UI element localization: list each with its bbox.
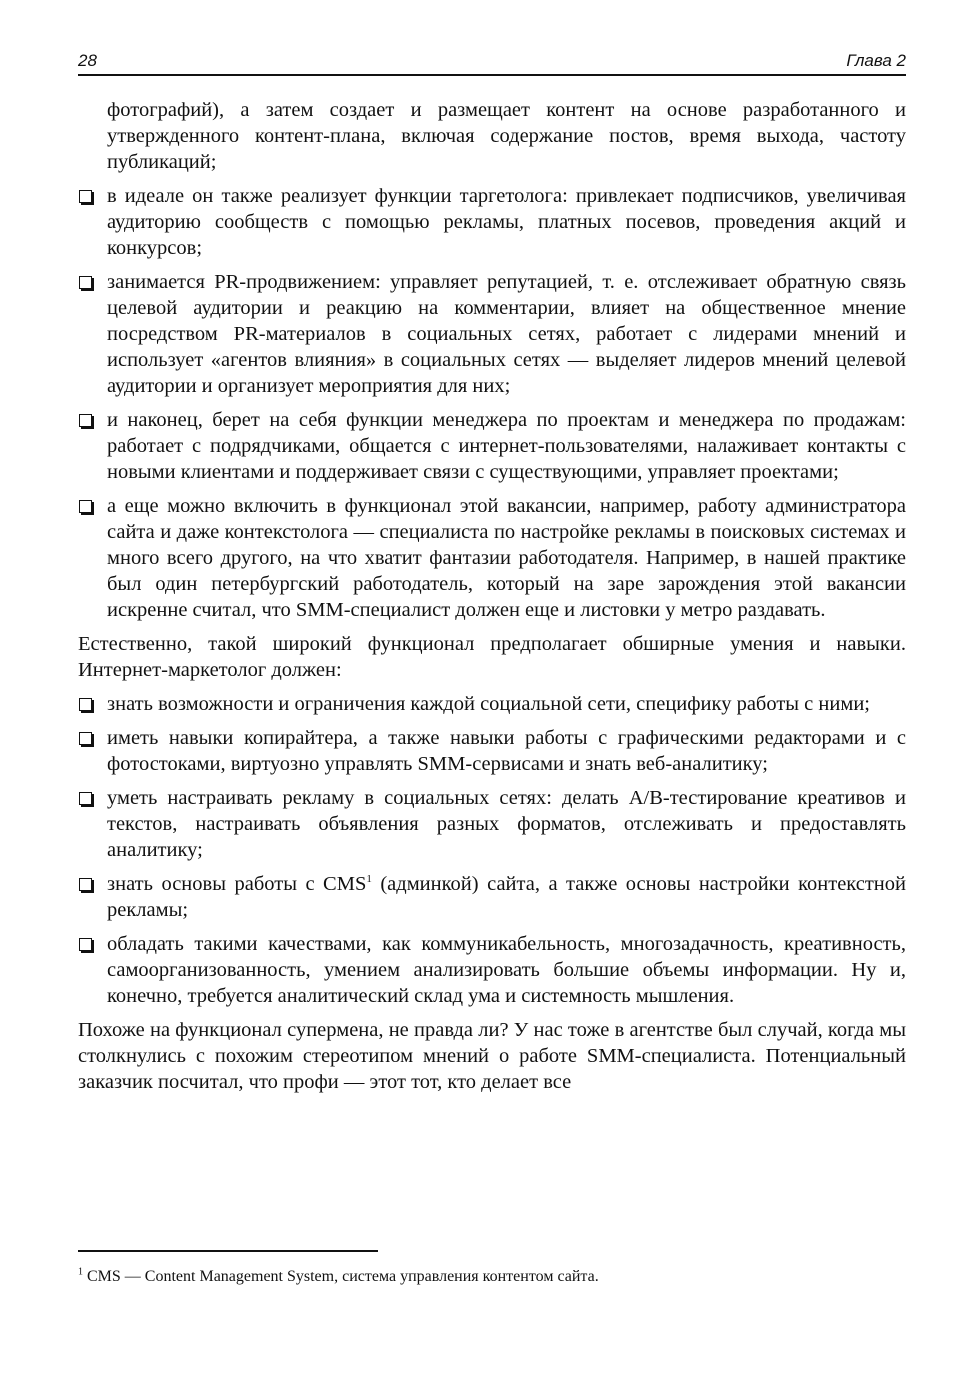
checkbox-bullet-icon [79, 190, 92, 203]
checkbox-bullet-icon [79, 938, 92, 951]
list-item-text: а еще можно включить в функционал этой вакансии, например, работу администратора сайта и даже контекстолога — специалиста по настройке рекламы в поисковых системах и много всего другого, на что хватит фантазии работодателя. Например, в нашей практике был один петербургский работодатель, который на заре зарождения этой вакансии искренне считал, что SMM-специалист должен еще и листовки у метро раздавать. [107, 495, 906, 621]
checkbox-bullet-icon [79, 414, 92, 427]
list-item [78, 725, 906, 777]
footnote-mark: 1 [78, 1266, 83, 1278]
list-item-text: знать основы работы с CMS [107, 873, 367, 895]
checkbox-bullet-icon [79, 276, 92, 289]
footnote-divider [78, 1250, 378, 1252]
page-number: 28 [78, 51, 97, 70]
list-item [78, 785, 906, 863]
list-item [78, 871, 906, 923]
list-item-text: и наконец, берет на себя функции менеджера по проектам и менеджера по продажам: работает с подрядчиками, общается с интернет-пользователями, налаживает контакты с новыми клиентами и поддерживает связи с существующими, управляет проектами; [107, 409, 906, 483]
running-header [78, 50, 906, 76]
list-item-text: уметь настраивать рекламу в социальных сетях: делать A/B-тестирование креативов и текстов, настраивать объявления разных форматов, отслеживать и предоставлять аналитику; [107, 787, 906, 861]
list-item [78, 691, 906, 717]
paragraph: Естественно, такой широкий функционал предполагает обширные умения и навыки. Интернет-маркетолог должен: [78, 633, 906, 681]
body-text [78, 97, 906, 1103]
checkbox-bullet-icon [79, 500, 92, 513]
list-item-text: иметь навыки копирайтера, а также навыки работы с графическими редакторами и с фотостоками, виртуозно управлять SMM-сервисами и знать веб-аналитику; [107, 727, 906, 775]
checkbox-bullet-icon [79, 698, 92, 711]
list-item [78, 407, 906, 485]
list-item-text: занимается PR-продвижением: управляет репутацией, т. е. отслеживает обратную связь целевой аудитории и реакцию на комментарии, влияет на общественное мнение посредством PR-материалов в социальных сетях, работает с лидерами мнений и использует «агентов влияния» в социальных сетях — выделяет лидеров мнений целевой аудитории и организует мероприятия для них; [107, 271, 906, 397]
footnote-ref[interactable]: 1 [366, 873, 372, 886]
list-item [78, 931, 906, 1009]
list-item [78, 493, 906, 623]
checkbox-bullet-icon [79, 878, 92, 891]
checkbox-bullet-icon [79, 792, 92, 805]
footnote [78, 1268, 599, 1286]
footnote-text: CMS — Content Management System, система управления контентом сайта. [83, 1268, 599, 1285]
list-item-text: в идеале он также реализует функции таргетолога: привлекает подписчиков, увеличивая аудиторию сообществ с помощью рекламы, платных посевов, проведения акций и конкурсов; [107, 185, 906, 259]
continuation-paragraph: фотографий), а затем создает и размещает контент на основе разработанного и утвержденного контент-плана, включая содержание постов, время выхода, частоту публикаций; [107, 99, 906, 173]
list-item [78, 183, 906, 261]
list-item-text: обладать такими качествами, как коммуникабельность, многозадачность, креативность, самоорганизованность, умением анализировать большие объемы информации. Ну и, конечно, требуется аналитический склад ума и системность мышления. [107, 933, 906, 1007]
paragraph: Похоже на функционал супермена, не правда ли? У нас тоже в агентстве был случай, когда мы столкнулись с похожим стереотипом мнений о работе SMM-специалиста. Потенциальный заказчик посчитал, что профи — этот тот, кто делает все [78, 1019, 906, 1093]
list-item-text: (админкой) сайта, а также основы настройки контекстной рекламы; [107, 873, 906, 921]
list-item [78, 269, 906, 399]
chapter-title: Глава 2 [846, 51, 906, 70]
checkbox-bullet-icon [79, 732, 92, 745]
list-item-text: знать возможности и ограничения каждой социальной сети, специфику работы с ними; [107, 693, 870, 715]
